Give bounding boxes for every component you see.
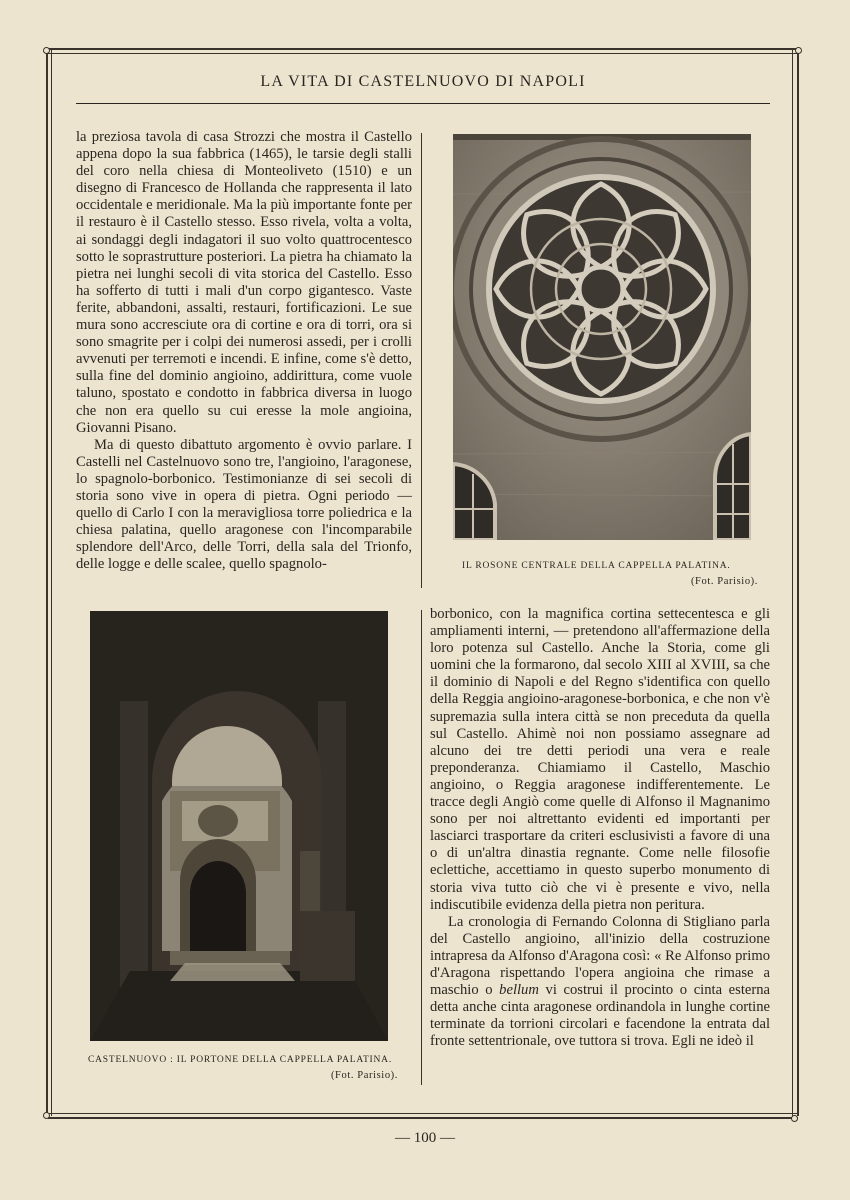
column-rule-bottom (421, 610, 422, 1085)
paragraph-text: vi costrui il procinto o cinta esterna detta anche cinta aragonese ordinandola in lunghe cortine terminate da torrioni circolari e facendone la entrata dal fronte settentrionale, ove tuttora si trova. Egli ne ideò il (430, 982, 770, 1050)
photo-chapel-portal (90, 611, 388, 1041)
column-rule-top (421, 133, 422, 588)
chapel-portal-illustration (90, 611, 388, 1041)
frame-bottom-rule-inner (48, 1113, 798, 1114)
photo-rose-window (453, 134, 751, 540)
running-head-rule (76, 103, 770, 104)
frame-top-rule-inner (48, 53, 798, 54)
frame-left-rule (46, 50, 48, 1116)
photo-credit: (Fot. Parisio). (690, 576, 758, 587)
paragraph: borbonico, con la magnifica cortina settecentesca e gli ampliamenti interni, — pretendono all'affermazione della loro potenza sul Castello. Anche la Storia, come gli uomini che la formarono, dal secolo XIII al XVIII, sa che il dominio di Napoli e del Regno s'identifica con quello della Reggia angioino-aragonese-borbonica, e che non v'è supremazia sulla intera città se non preceduta da quella sul Castello. Ahimè noi non possiamo assegnare ad alcuno dei tre detti periodi una vera e reale preponderanza. Chiamiamo il Castello, Maschio angioino, o Reggia aragonese indifferentemente. Le tracce degli Angiò come quelle di Alfonso il Magnanimo sono per noi altrettanto evidenti ed importanti per lasciarci trasportare da criteri esclusivisti a favore di una o di un'altra dinastia regnante. Come nelle filosofie eclettiche, accettiamo in questo superbo monumento di storia viva tutto ciò che vi è presente e vivo, nella indiscutibile evidenza della pietra non peritura. (430, 606, 770, 913)
paragraph (430, 914, 770, 1051)
caption-text: IL ROSONE CENTRALE DELLA CAPPELLA PALATINA. (462, 561, 731, 571)
page-number: — 100 — (395, 1130, 455, 1146)
frame-corner-ornament (43, 1112, 50, 1119)
frame-right-rule (797, 50, 799, 1116)
paragraph: la preziosa tavola di casa Strozzi che mostra il Castello appena dopo la sua fabbrica (1465), le tarsie degli stalli del coro nella chiesa di Monteoliveto (1510) e un disegno di Francesco de Hollanda che rappresenta il lato occidentale e meridionale. Ma la più importante fonte per il restauro è il Castello stesso. Esso rivela, volta a volta, ai sondaggi degli indagatori il suo volto quattrocentesco sotto le soprastrutture posteriori. La pietra ha chiamato la pietra nei lunghi secoli di vita storica del Castello. Esso ha sofferto di tutti i mali d'un corpo gigantesco. Vaste ferite, abbandoni, assalti, restauri, fortificazioni. Le sue mura sono accresciute ora di cortine e ora di torri, ora si sono smagrite per i colpi dei numerosi assedi, per i crolli avvenuti per terremoti e incendi. E infine, come s'è detto, sulla fine del dominio angioino, addirittura, come vuole taluno, spostato e condotto in fabbrica diversa in luogo che non era quello su cui eresse la mole angioina, Giovanni Pisano. (76, 129, 412, 436)
frame-corner-ornament (791, 1115, 798, 1122)
frame-right-rule-inner (792, 50, 793, 1116)
caption-text: CASTELNUOVO : IL PORTONE DELLA CAPPELLA PALATINA. (88, 1055, 393, 1065)
frame-corner-ornament (43, 47, 50, 54)
frame-bottom-rule (48, 1117, 798, 1119)
frame-corner-ornament (795, 47, 802, 54)
running-head: LA VITA DI CASTELNUOVO DI NAPOLI (260, 73, 586, 90)
frame-left-rule-inner (51, 50, 52, 1116)
paragraph: Ma di questo dibattuto argomento è ovvio parlare. I Castelli nel Castelnuovo sono tre, l'angioino, l'aragonese, lo spagnolo-borbonico. Testimonianze di sei secoli di storia sono vive in opera di pietra. Ogni periodo — quello di Carlo I con la meravigliosa torre poliedrica e la chiesa palatina, quello aragonese con l'incomparabile splendore dell'Arco, delle Torri, della sala del Trionfo, delle logge e delle scalee, quello spagnolo- (76, 436, 412, 573)
photo-credit: (Fot. Parisio). (330, 1070, 398, 1081)
paragraph-text: La cronologia di Fernando Colonna di Stigliano parla del Castello angioino, all'inizio della costruzione intrapresa da Alfonso d'Aragona così: « Re Alfonso primo d'Aragona rispettando l'opera angioina che rimase a maschio o (430, 913, 770, 999)
photo-chapel-portal-caption (88, 1053, 398, 1083)
rose-window-illustration (453, 134, 751, 540)
italic-word: bellum (499, 982, 539, 999)
photo-rose-window-caption (462, 559, 758, 589)
body-text-left-column (76, 129, 412, 573)
frame-top-rule (48, 48, 798, 50)
body-text-right-column (430, 606, 770, 1050)
